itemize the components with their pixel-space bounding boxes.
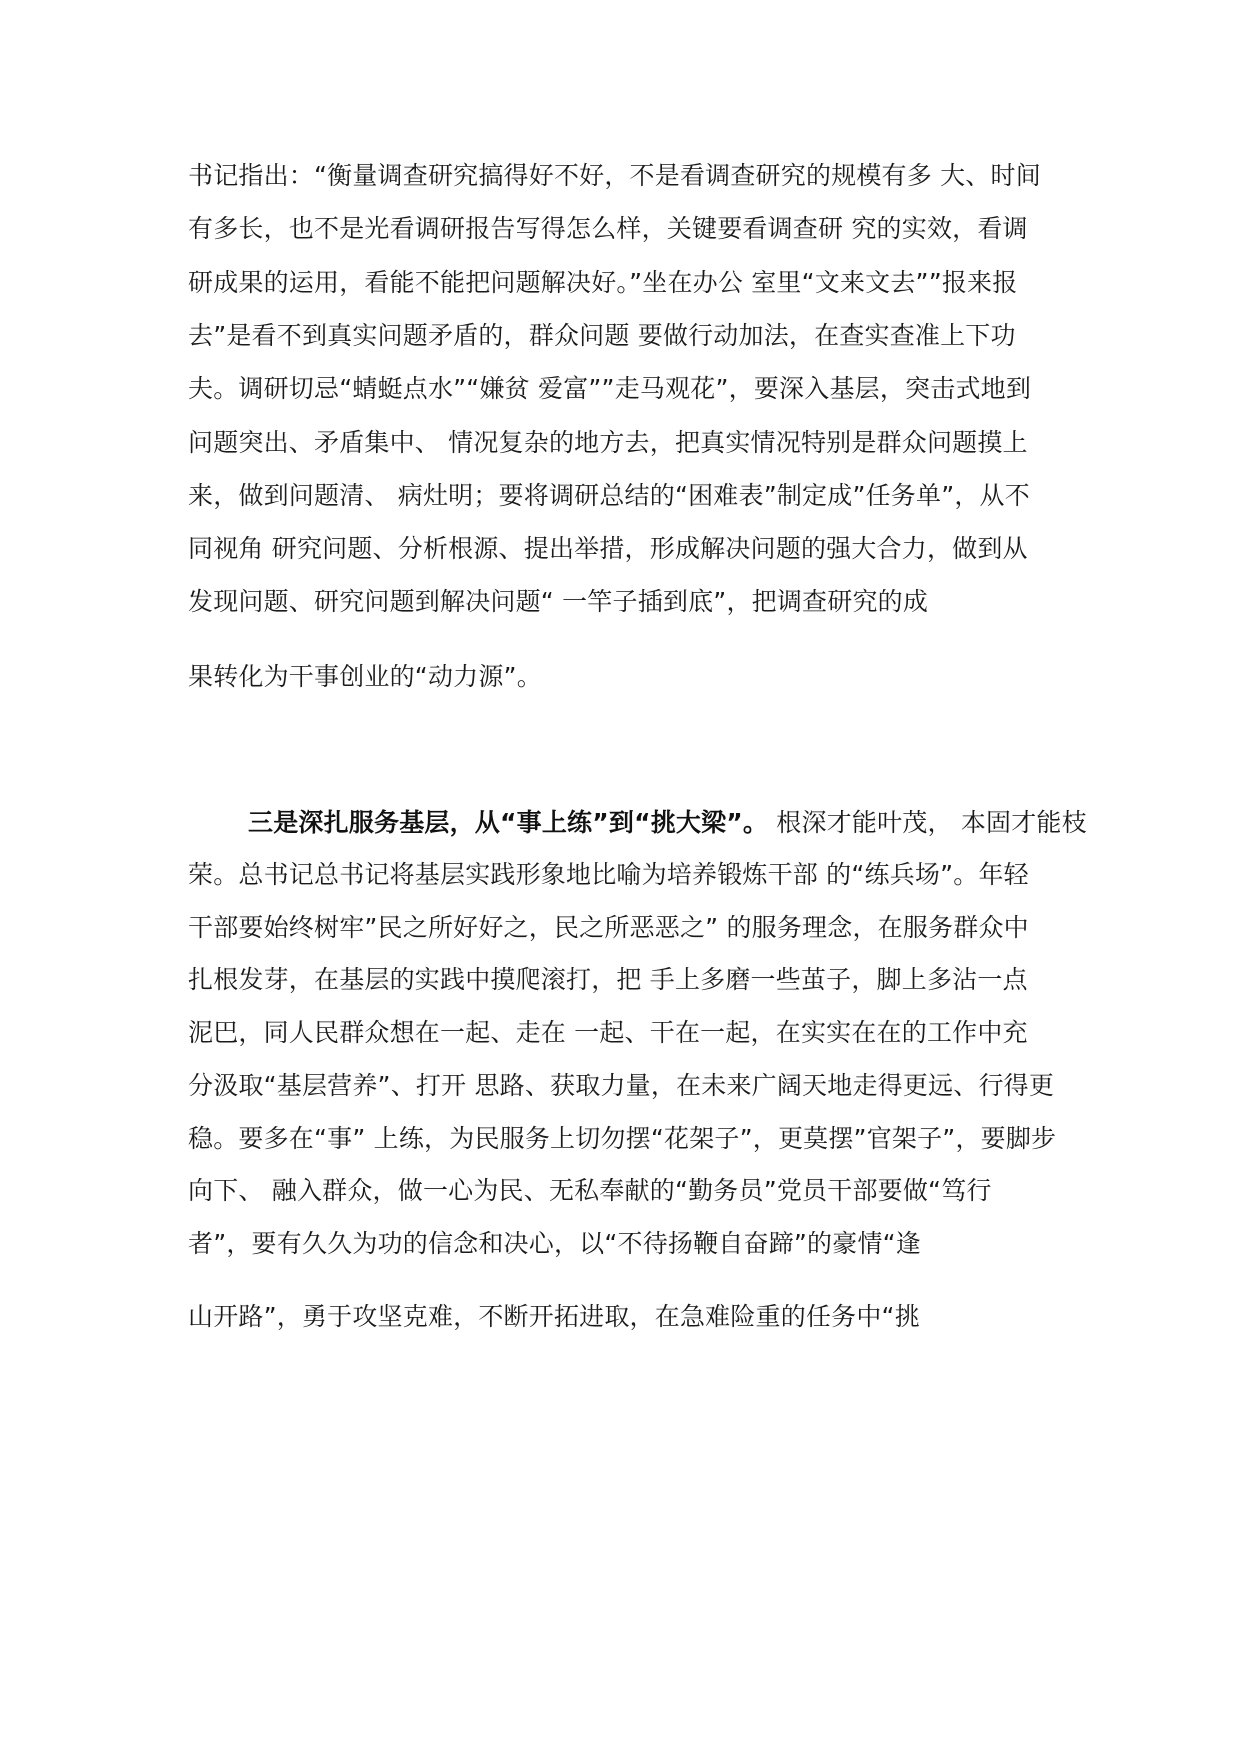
paragraph-line: 干部要始终树牢”民之所好好之，民之所恶恶之” 的服务理念，在服务群众中 (188, 913, 1029, 942)
paragraph-line: 稳。要多在“事” 上练，为民服务上切勿摆“花架子”，更莫摆”官架子”，要脚步 (188, 1124, 1057, 1153)
paragraph-line: 问题突出、矛盾集中、 情况复杂的地方去，把真实情况特别是群众问题摸上 (188, 428, 1028, 457)
paragraph-line: 发现问题、研究问题到解决问题“ 一竿子插到底”，把调查研究的成 (188, 587, 929, 616)
paragraph-line: 山开路”，勇于攻坚克难，不断开拓进取，在急难险重的任务中“挑 (188, 1302, 920, 1331)
paragraph-line: 书记指出：“衡量调查研究搞得好不好，不是看调查研究的规模有多 大、时间 (188, 161, 1041, 190)
paragraph-line: 泥巴，同人民群众想在一起、走在 一起、干在一起，在实实在在的工作中充 (188, 1018, 1028, 1047)
paragraph-line: 果转化为干事创业的“动力源”。 (188, 662, 542, 691)
paragraph-line: 同视角 研究问题、分析根源、提出举措，形成解决问题的强大合力，做到从 (188, 534, 1028, 563)
heading-line-continuation: 根深才能叶茂， 本固才能枝 (768, 808, 1087, 837)
paragraph-line: 研成果的运用，看能不能把问题解决好。”坐在办公 室里“文来文去””报来报 (188, 268, 1018, 297)
paragraph-line: 夫。调研切忌“蜻蜓点水”“嫌贫 爱富””走马观花”，要深入基层，突击式地到 (188, 374, 1032, 403)
paragraph-line: 扎根发芽，在基层的实践中摸爬滚打，把 手上多磨一些茧子，脚上多沾一点 (188, 965, 1028, 994)
section-heading-line (248, 808, 1087, 838)
paragraph-line: 去”是看不到真实问题矛盾的，群众问题 要做行动加法，在查实查准上下功 (188, 321, 1016, 350)
paragraph-line: 来，做到问题清、 病灶明；要将调研总结的“困难表”制定成”任务单”，从不 (188, 481, 1030, 510)
paragraph-line: 有多长，也不是光看调研报告写得怎么样，关键要看调查研 究的实效，看调 (188, 214, 1028, 243)
paragraph-line: 分汲取“基层营养”、打开 思路、获取力量，在未来广阔天地走得更远、行得更 (188, 1071, 1055, 1100)
paragraph-line: 者”，要有久久为功的信念和决心，以“不待扬鞭自奋蹄”的豪情“逢 (188, 1229, 922, 1258)
paragraph-line: 荣。总书记总书记将基层实践形象地比喻为培养锻炼干部 的“练兵场”。年轻 (188, 860, 1029, 889)
paragraph-line: 向下、 融入群众，做一心为民、无私奉献的“勤务员”党员干部要做“笃行 (188, 1176, 992, 1205)
section-heading: 三是深扎服务基层，从“事上练”到“挑大梁”。 (248, 808, 769, 837)
